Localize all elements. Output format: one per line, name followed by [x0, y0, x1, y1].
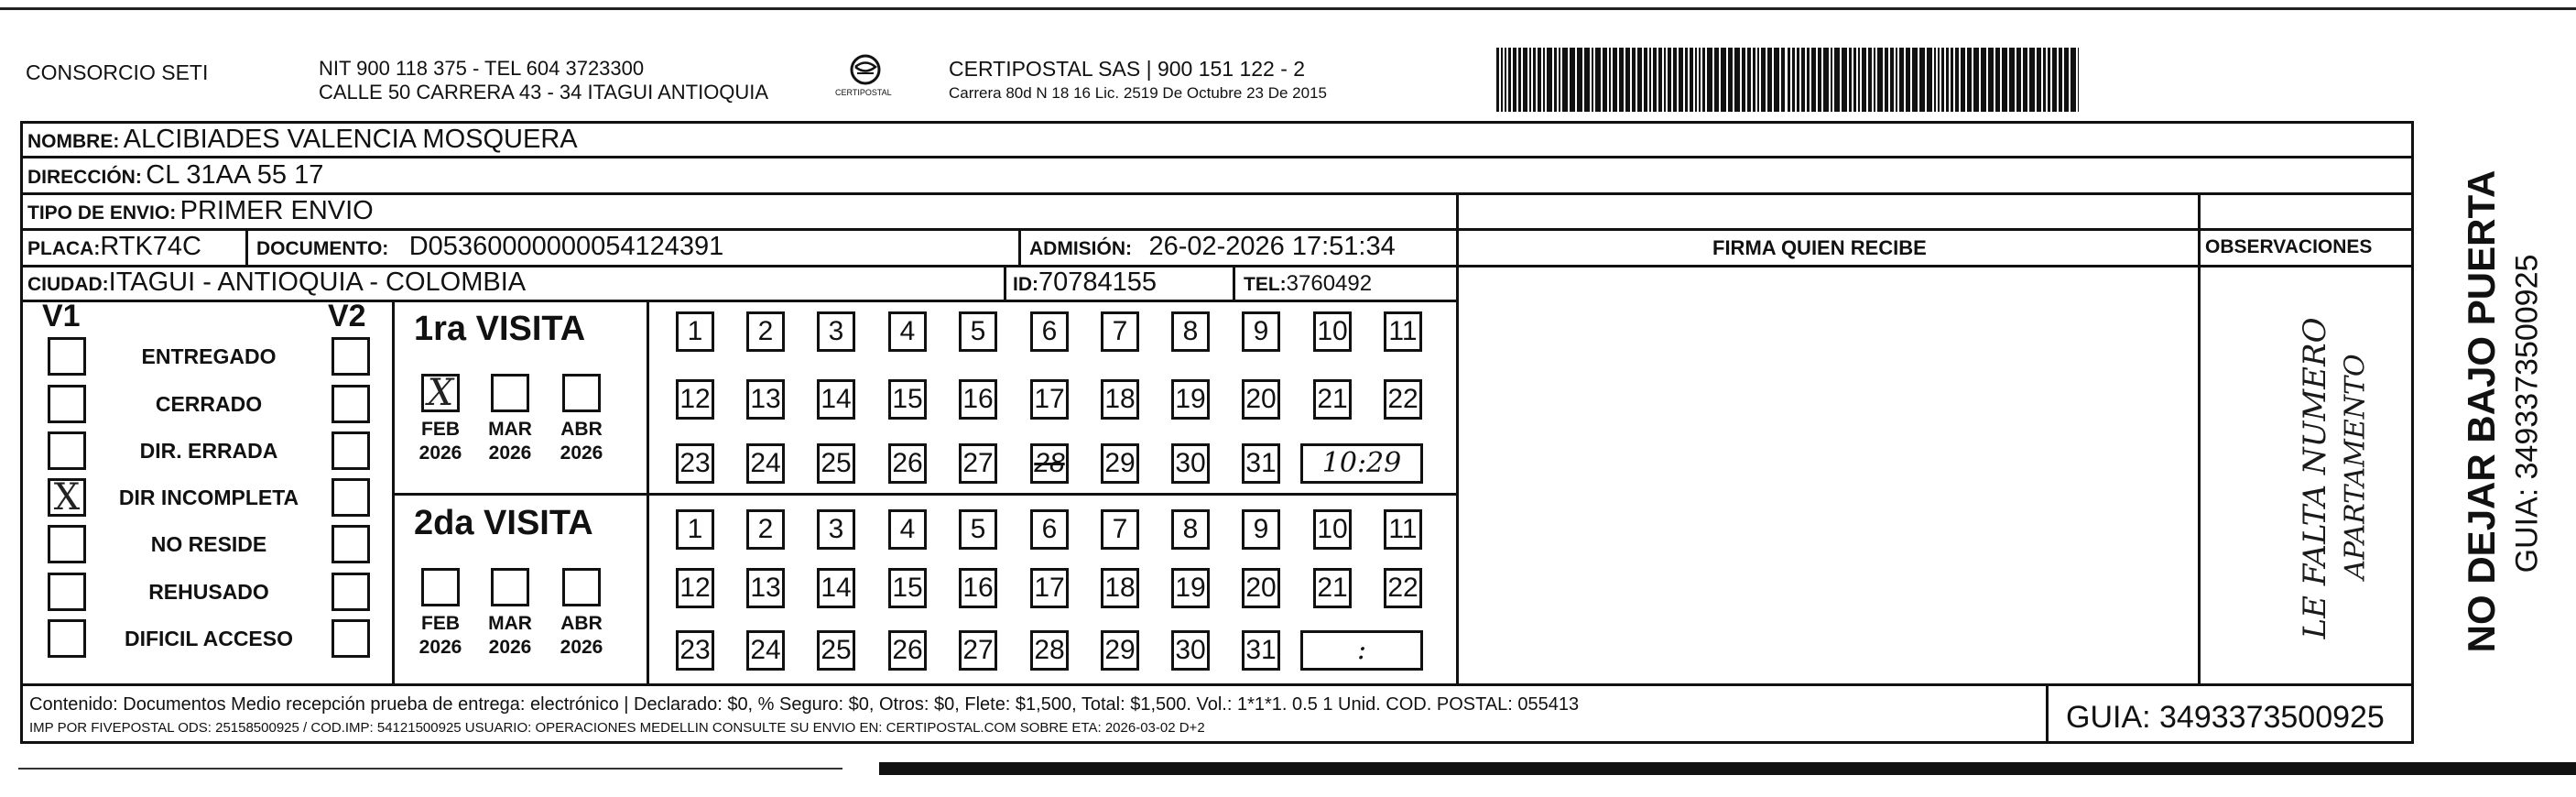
second-visit-month-label: MAR — [488, 613, 532, 634]
barcode-bar — [1981, 48, 1986, 112]
barcode-bar — [1632, 48, 1636, 112]
footer-contenido: Contenido: Documentos Medio recepción prueba de entrega: electrónico | Declarado: $0, % Seguro: $0, Otros: $0, Flete: $1,500, Total: $1,500. Vol.: 1*1*1. 0.5 1 Unid. COD. POSTAL: 055413 — [29, 694, 1580, 715]
second-visit-day-box[interactable]: 7 — [1101, 509, 1139, 550]
barcode-bar — [2043, 48, 2046, 112]
first-visit-day-box[interactable]: 7 — [1101, 311, 1139, 352]
direccion-label: DIRECCIÓN: — [27, 167, 142, 188]
second-visit-title: 2da VISITA — [414, 504, 593, 542]
status-label: DIR. ERRADA — [139, 439, 278, 463]
id-value: 70784155 — [1038, 267, 1158, 297]
first-visit-year-label: 2026 — [418, 442, 462, 464]
row-line — [20, 300, 1458, 302]
barcode-bar — [2078, 48, 2079, 112]
barcode-bar — [1673, 48, 1677, 112]
ciudad-row — [27, 267, 526, 298]
second-visit-month-label: ABR — [560, 613, 603, 634]
second-visit-day-box[interactable]: 15 — [888, 568, 927, 608]
barcode-bar — [1649, 48, 1651, 112]
firma-area — [1462, 267, 2194, 680]
v1-checkbox[interactable] — [48, 619, 86, 658]
observaciones-line-2: APARTAMENTO — [2339, 354, 2372, 580]
id-label: ID: — [1013, 274, 1038, 295]
barcode-bar — [2052, 48, 2057, 112]
second-visit-day-box[interactable]: 16 — [959, 568, 997, 608]
footer-line — [20, 683, 2414, 686]
barcode-bar — [1658, 48, 1662, 112]
v2-checkbox[interactable] — [332, 337, 370, 376]
second-visit-day-box[interactable]: 23 — [676, 630, 714, 671]
status-label: DIR INCOMPLETA — [118, 486, 299, 509]
second-visit-day-box[interactable]: 12 — [676, 568, 714, 608]
barcode-bar — [2002, 48, 2007, 112]
barcode-bar — [1896, 48, 1897, 112]
documento-row — [256, 232, 723, 262]
barcode-bar — [1508, 48, 1511, 112]
barcode-bar — [1690, 48, 1693, 112]
barcode-bar — [1899, 48, 1904, 112]
barcode-bar — [1927, 48, 1932, 112]
admision-value: 26-02-2026 17:51:34 — [1148, 232, 1396, 261]
second-visit-day-box[interactable]: 5 — [959, 509, 997, 550]
first-visit-day-box[interactable]: 24 — [746, 443, 785, 484]
barcode-bar — [1501, 48, 1503, 112]
nombre-label: NOMBRE: — [27, 131, 120, 152]
first-visit-day-box[interactable]: 1 — [676, 311, 714, 352]
first-visit-day-box[interactable]: 18 — [1101, 379, 1139, 420]
v1-label: V1 — [42, 299, 81, 333]
barcode-bar — [1912, 48, 1918, 112]
first-visit-month-checkbox[interactable] — [491, 374, 529, 412]
col-line — [245, 228, 248, 265]
firma-header: FIRMA QUIEN RECIBE — [1712, 236, 1927, 259]
barcode-bar — [1547, 48, 1552, 112]
col-line — [647, 300, 649, 683]
status-label: NO RESIDE — [150, 532, 267, 556]
barcode-bar — [1995, 48, 2000, 112]
col-line — [1004, 265, 1006, 300]
barcode-bar — [2023, 48, 2027, 112]
top-edge-line — [0, 7, 2576, 10]
row-line — [20, 156, 2414, 158]
barcode-bar — [1877, 48, 1883, 112]
barcode-bar — [1570, 48, 1575, 112]
barcode-bar — [1505, 48, 1506, 112]
barcode-bar — [1543, 48, 1545, 112]
barcode-bar — [1518, 48, 1521, 112]
ciudad-value: ITAGUI - ANTIOQUIA - COLOMBIA — [108, 267, 527, 297]
second-visit-day-box[interactable]: 10 — [1313, 509, 1352, 550]
second-visit-day-box[interactable]: 3 — [817, 509, 855, 550]
first-visit-day-box[interactable]: 8 — [1171, 311, 1210, 352]
first-visit-day-box[interactable]: 17 — [1030, 379, 1069, 420]
v2-checkbox[interactable] — [332, 573, 370, 611]
barcode-bar — [1538, 48, 1541, 112]
second-visit-day-box[interactable]: 4 — [888, 509, 927, 550]
direccion-row — [27, 160, 323, 191]
barcode-bar — [1685, 48, 1688, 112]
first-visit-day-box[interactable]: 3 — [817, 311, 855, 352]
second-visit-day-box[interactable]: 18 — [1101, 568, 1139, 608]
second-visit-month-label: FEB — [421, 613, 460, 634]
ciudad-label: CIUDAD: — [27, 274, 109, 295]
first-visit-day-box[interactable]: 21 — [1313, 379, 1352, 420]
barcode-bar — [1967, 48, 1972, 112]
barcode-bar — [1955, 48, 1959, 112]
v2-checkbox[interactable] — [332, 525, 370, 563]
barcode-bar — [1934, 48, 1936, 112]
first-visit-title: 1ra VISITA — [414, 310, 586, 348]
second-visit-day-box[interactable]: 1 — [676, 509, 714, 550]
barcode-bar — [1823, 48, 1829, 112]
barcode-bar — [1858, 48, 1860, 112]
barcode-bar — [2071, 48, 2076, 112]
status-label: ENTREGADO — [141, 344, 277, 368]
first-visit-day-box[interactable]: 16 — [959, 379, 997, 420]
second-visit-day-box[interactable]: 28 — [1030, 630, 1069, 671]
first-visit-day-box[interactable]: 31 — [1242, 443, 1280, 484]
barcode-bar — [1595, 48, 1601, 112]
company-name: CONSORCIO SETI — [26, 60, 209, 84]
barcode-bar — [1811, 48, 1816, 112]
observaciones-handwriting — [2198, 267, 2414, 682]
documento-value: D05360000000054124391 — [408, 232, 724, 261]
first-visit-month-label: MAR — [488, 419, 532, 440]
col-line — [392, 300, 395, 683]
first-visit-day-box[interactable]: 13 — [746, 379, 785, 420]
barcode-bar — [1774, 48, 1779, 112]
first-visit-day-box[interactable]: 26 — [888, 443, 927, 484]
barcode-bar — [1554, 48, 1557, 112]
barcode-bar — [1734, 48, 1740, 112]
first-visit-day-box[interactable]: 2 — [746, 311, 785, 352]
barcode-bar — [1988, 48, 1994, 112]
first-visit-day-box[interactable]: 29 — [1101, 443, 1139, 484]
side-guia: GUIA: 3493373500925 — [2509, 254, 2545, 573]
second-visit-day-box[interactable]: 17 — [1030, 568, 1069, 608]
barcode-bar — [1797, 48, 1799, 112]
barcode-bar — [1496, 48, 1499, 112]
barcode-bar — [1625, 48, 1630, 112]
second-visit-day-box[interactable]: 31 — [1242, 630, 1280, 671]
barcode-bar — [1874, 48, 1875, 112]
first-visit-day-box[interactable]: 28 — [1030, 443, 1069, 484]
barcode-bar — [2037, 48, 2041, 112]
barcode-bar — [1714, 48, 1719, 112]
barcode-bar — [1853, 48, 1856, 112]
bottom-edge-line — [879, 762, 2576, 775]
barcode-bar — [1862, 48, 1866, 112]
tel-row — [1244, 271, 1372, 297]
barcode-bar — [1577, 48, 1582, 112]
first-visit-day-box[interactable]: 20 — [1242, 379, 1280, 420]
barcode-bar — [1807, 48, 1810, 112]
barcode-bar — [1885, 48, 1888, 112]
second-visit-day-box[interactable]: 26 — [888, 630, 927, 671]
v2-checkbox[interactable] — [332, 431, 370, 470]
barcode-bar — [1742, 48, 1745, 112]
barcode-bar — [1721, 48, 1726, 112]
col-line — [2046, 683, 2049, 744]
barcode-bar — [1788, 48, 1790, 112]
first-visit-day-box[interactable]: 6 — [1030, 311, 1069, 352]
v1-checkbox[interactable] — [48, 431, 86, 470]
first-visit-day-box[interactable]: 11 — [1384, 311, 1422, 352]
barcode-bar — [1584, 48, 1590, 112]
nombre-value: ALCIBIADES VALENCIA MOSQUERA — [123, 125, 578, 154]
barcode-bar — [2059, 48, 2062, 112]
visit-divider — [392, 493, 1456, 496]
barcode-bar — [1529, 48, 1531, 112]
status-label: REHUSADO — [148, 580, 269, 604]
placa-label: PLACA: — [27, 238, 101, 259]
tipo-label: TIPO DE ENVIO: — [27, 202, 177, 224]
barcode-bar — [1834, 48, 1840, 112]
first-visit-year-label: 2026 — [560, 442, 603, 464]
barcode-bar — [1801, 48, 1805, 112]
row-line — [20, 192, 2414, 195]
first-visit-month-checkbox[interactable]: X — [421, 374, 460, 412]
second-visit-day-box[interactable]: 25 — [817, 630, 855, 671]
barcode-bar — [1702, 48, 1705, 112]
nit-line: NIT 900 118 375 - TEL 604 3723300 — [319, 57, 645, 80]
first-visit-day-box[interactable]: 22 — [1384, 379, 1422, 420]
barcode-bar — [1592, 48, 1593, 112]
barcode-bar — [1938, 48, 1940, 112]
second-visit-day-box[interactable]: 27 — [959, 630, 997, 671]
barcode-bar — [1559, 48, 1560, 112]
barcode-bar — [1941, 48, 1944, 112]
first-visit-day-box[interactable]: 4 — [888, 311, 927, 352]
barcode-bar — [1757, 48, 1759, 112]
barcode-bar — [1603, 48, 1607, 112]
certipostal-name: CERTIPOSTAL SAS | 900 151 122 - 2 — [949, 57, 1306, 81]
barcode-bar — [1781, 48, 1785, 112]
second-visit-year-label: 2026 — [488, 637, 532, 658]
nombre-row — [27, 125, 578, 155]
barcode-bar — [1868, 48, 1872, 112]
placa-value: RTK74C — [100, 232, 202, 261]
barcode-bar — [1961, 48, 1965, 112]
barcode-bar — [1792, 48, 1795, 112]
barcode-bar — [1946, 48, 1949, 112]
certipostal-logo — [835, 51, 896, 104]
no-dejar-bajo-puerta: NO DEJAR BAJO PUERTA — [2460, 169, 2503, 653]
second-visit-day-box[interactable]: 19 — [1171, 568, 1210, 608]
direccion-value: CL 31AA 55 17 — [146, 160, 324, 190]
second-visit-day-box[interactable]: 8 — [1171, 509, 1210, 550]
barcode-bar — [1831, 48, 1832, 112]
barcode-bar — [1619, 48, 1624, 112]
barcode-bar — [1679, 48, 1683, 112]
status-label: DIFICIL ACCESO — [124, 627, 293, 650]
admision-label: ADMISIÓN: — [1029, 238, 1132, 259]
first-visit-day-box[interactable]: 25 — [817, 443, 855, 484]
second-visit-day-box[interactable]: 11 — [1384, 509, 1422, 550]
barcode-bar — [1818, 48, 1821, 112]
first-visit-day-box[interactable]: 14 — [817, 379, 855, 420]
barcode-bar — [1906, 48, 1910, 112]
certipostal-license: Carrera 80d N 18 16 Lic. 2519 De Octubre 23 De 2015 — [949, 84, 1327, 102]
footer-guia: GUIA: 3493373500925 — [2066, 700, 2385, 735]
tipo-row — [27, 196, 374, 226]
first-visit-time-box[interactable]: 10:29 — [1300, 443, 1423, 484]
status-label: CERRADO — [155, 392, 263, 416]
id-row — [1013, 267, 1157, 298]
first-visit-day-box[interactable]: 15 — [888, 379, 927, 420]
second-visit-day-box[interactable]: 13 — [746, 568, 785, 608]
v2-label: V2 — [328, 299, 366, 333]
v1-checkbox[interactable] — [48, 573, 86, 611]
first-visit-day-box[interactable]: 23 — [676, 443, 714, 484]
v1-checkbox[interactable] — [48, 385, 86, 423]
barcode-bar — [1699, 48, 1701, 112]
first-visit-day-box[interactable]: 27 — [959, 443, 997, 484]
first-visit-day-box[interactable]: 10 — [1313, 311, 1352, 352]
second-visit-month-checkbox[interactable] — [562, 568, 601, 606]
footer-imp: IMP POR FIVEPOSTAL ODS: 25158500925 / COD.IMP: 54121500925 USUARIO: OPERACIONES MEDELLIN CONSULTE SU ENVIO EN: CERTIPOSTAL.COM SOBRE ETA: 2026-03-02 D+2 — [29, 720, 1205, 736]
barcode-bar — [1707, 48, 1712, 112]
barcode-bar — [2009, 48, 2015, 112]
logo-text: CERTIPOSTAL — [835, 88, 892, 97]
barcode-bar — [1644, 48, 1647, 112]
first-visit-day-box[interactable]: 30 — [1171, 443, 1210, 484]
v2-checkbox[interactable] — [332, 478, 370, 517]
col-line — [1456, 192, 1459, 683]
first-visit-year-label: 2026 — [488, 442, 532, 464]
barcode-bar — [1513, 48, 1516, 112]
barcode-bar — [1533, 48, 1536, 112]
documento-label: DOCUMENTO: — [256, 238, 389, 259]
placa-row — [27, 232, 201, 262]
second-visit-day-box[interactable]: 21 — [1313, 568, 1352, 608]
second-visit-day-box[interactable]: 30 — [1171, 630, 1210, 671]
first-visit-day-box[interactable]: 12 — [676, 379, 714, 420]
barcode-bar — [1890, 48, 1894, 112]
first-visit-month-label: FEB — [421, 419, 460, 440]
barcode-bar — [2064, 48, 2069, 112]
barcode — [1496, 48, 2082, 112]
observaciones-line-1: LE FALTA NUMERO — [2297, 317, 2333, 639]
v2-checkbox[interactable] — [332, 385, 370, 423]
v1-checkbox[interactable] — [48, 337, 86, 376]
second-visit-year-label: 2026 — [560, 637, 603, 658]
tipo-value: PRIMER ENVIO — [179, 196, 374, 225]
barcode-bar — [2016, 48, 2021, 112]
barcode-bar — [1562, 48, 1568, 112]
second-visit-day-box[interactable]: 24 — [746, 630, 785, 671]
second-visit-day-box[interactable]: 29 — [1101, 630, 1139, 671]
second-visit-time-box[interactable]: : — [1300, 630, 1423, 671]
barcode-bar — [2029, 48, 2035, 112]
first-visit-month-checkbox[interactable] — [562, 374, 601, 412]
v2-checkbox[interactable] — [332, 619, 370, 658]
bottom-edge-line-left — [18, 768, 842, 770]
admision-row — [1029, 232, 1396, 262]
col-line — [1233, 265, 1235, 300]
barcode-bar — [1973, 48, 1979, 112]
barcode-bar — [1761, 48, 1766, 112]
barcode-bar — [1668, 48, 1671, 112]
barcode-bar — [1951, 48, 1953, 112]
barcode-bar — [1728, 48, 1733, 112]
second-visit-year-label: 2026 — [418, 637, 462, 658]
first-visit-day-box[interactable]: 19 — [1171, 379, 1210, 420]
second-visit-day-box[interactable]: 2 — [746, 509, 785, 550]
barcode-bar — [1747, 48, 1751, 112]
barcode-bar — [1613, 48, 1617, 112]
barcode-bar — [1849, 48, 1852, 112]
barcode-bar — [1523, 48, 1527, 112]
second-visit-day-box[interactable]: 6 — [1030, 509, 1069, 550]
second-visit-day-box[interactable]: 9 — [1242, 509, 1280, 550]
first-visit-month-label: ABR — [560, 419, 603, 440]
address-line: CALLE 50 CARRERA 43 - 34 ITAGUI ANTIOQUIA — [319, 81, 769, 104]
barcode-bar — [1842, 48, 1847, 112]
second-visit-day-box[interactable]: 20 — [1242, 568, 1280, 608]
barcode-bar — [2048, 48, 2050, 112]
barcode-bar — [1753, 48, 1755, 112]
first-visit-day-box[interactable]: 5 — [959, 311, 997, 352]
second-visit-month-checkbox[interactable] — [491, 568, 529, 606]
barcode-bar — [1664, 48, 1666, 112]
barcode-bar — [1919, 48, 1925, 112]
first-visit-day-box[interactable]: 9 — [1242, 311, 1280, 352]
col-line — [1018, 228, 1021, 265]
barcode-bar — [1637, 48, 1642, 112]
second-visit-month-checkbox[interactable] — [421, 568, 460, 606]
second-visit-day-box[interactable]: 14 — [817, 568, 855, 608]
observaciones-header: OBSERVACIONES — [2205, 236, 2373, 257]
tel-label: TEL: — [1244, 274, 1287, 295]
v1-checkbox[interactable]: X — [48, 478, 86, 517]
second-visit-day-box[interactable]: 22 — [1384, 568, 1422, 608]
tel-value: 3760492 — [1286, 271, 1373, 296]
v1-checkbox[interactable] — [48, 525, 86, 563]
barcode-bar — [1767, 48, 1772, 112]
barcode-bar — [1653, 48, 1657, 112]
barcode-bar — [1609, 48, 1611, 112]
row-line — [1458, 228, 2414, 231]
barcode-bar — [1695, 48, 1697, 112]
